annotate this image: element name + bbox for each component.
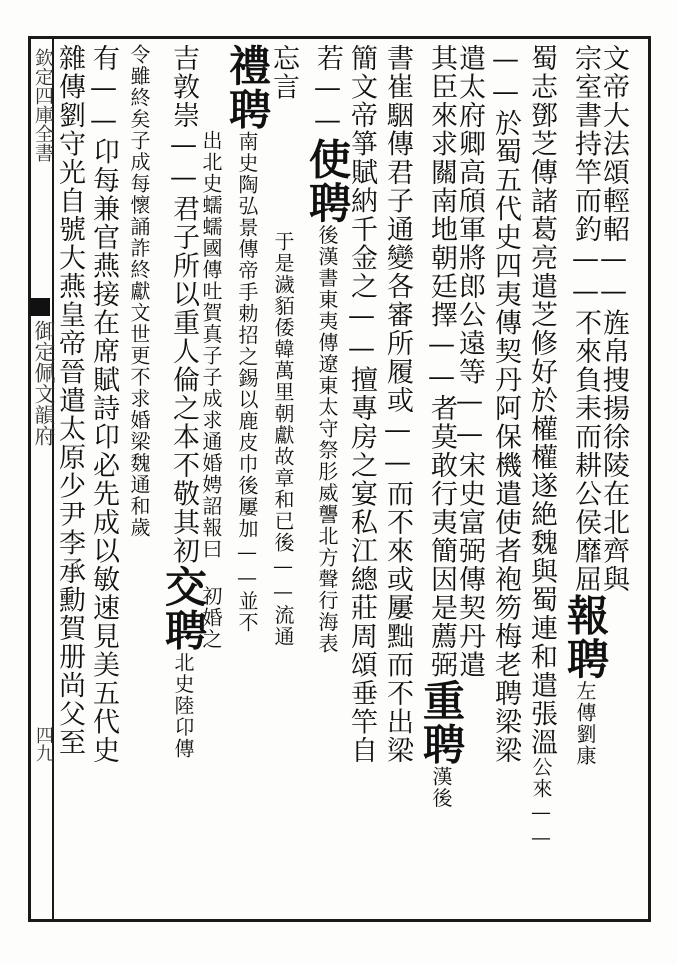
fold-title: 御定佩文韻府 <box>32 320 56 446</box>
text-column-8: 簡文帝箏賦納千金之——擅專房之宴私江總莊周頌垂竿自 <box>346 44 377 765</box>
text-column-10: 忘言于是濊貊倭韓萬里朝獻故章和已後——流通 <box>268 44 299 648</box>
headword-baopin: 報聘 <box>561 593 610 681</box>
text-column-3: 蜀志鄧芝傳諸葛亮遣芝修好於權權遂絶魏與蜀連和遣張溫公來—— <box>526 44 557 851</box>
text-column-2: 宗室書持竿而釣——不來負耒而耕公侯靡屈報聘左傳劉康 <box>561 44 610 767</box>
headword-zhongpin: 重聘 <box>417 679 466 766</box>
headword-lipin: 禮聘 <box>223 44 272 131</box>
headword-jiaopin: 交聘 <box>159 565 208 652</box>
text-column-7: 書崔駰傳君子通變各審所履或——而不來或屢黜而不出梁 <box>382 44 413 765</box>
fold-marker <box>30 298 50 316</box>
text-column-15: 有——卬每兼官燕接在席賦詩卬必先成以敏速見美五代史 <box>88 44 119 765</box>
text-column-12: 出北史蠕蠕國傳吐賀真子子成求通婚娉詔報曰 初婚之 <box>199 130 223 650</box>
headword-shipin: 使聘 <box>303 137 352 225</box>
text-column-4: ——於蜀五代史四夷傳契丹阿保機遣使者袍笏梅老聘梁梁 <box>490 44 521 765</box>
text-column-5: 遣太府卿高頎軍將郎公遠等——宋史富弼傳契丹遣 <box>454 44 485 679</box>
text-column-6: 其臣來求關南地朝廷擇——者莫敢行夷簡因是薦弼重聘漢後 <box>417 44 466 809</box>
book-title: 欽定四庫全書 <box>32 48 54 162</box>
text-column-13: 吉敦崇——君子所以重人倫之本不敬其初交聘北史陸卬傳 <box>159 44 208 760</box>
page-number: 四九 <box>33 726 54 762</box>
text-column-1: 文帝大法頌輕軺——旌帛捜揚徐陵在北齊與 <box>598 44 629 594</box>
text-column-11: 禮聘南史陶弘景傳帝手勅招之錫以鹿皮巾後屢加——並不 <box>223 44 272 634</box>
text-column-9: 若——使聘後漢書東夷傳遼東太守祭肜威讋北方聲行海表 <box>303 44 352 655</box>
text-column-14: 令雖終矣子成每懷誦詐終獻文世更不求婚梁魏通和歲 <box>127 44 151 539</box>
text-column-16: 雜傳劉守光自號大燕皇帝晉遣太原少尹李承勳賀册尚父至 <box>54 44 85 757</box>
